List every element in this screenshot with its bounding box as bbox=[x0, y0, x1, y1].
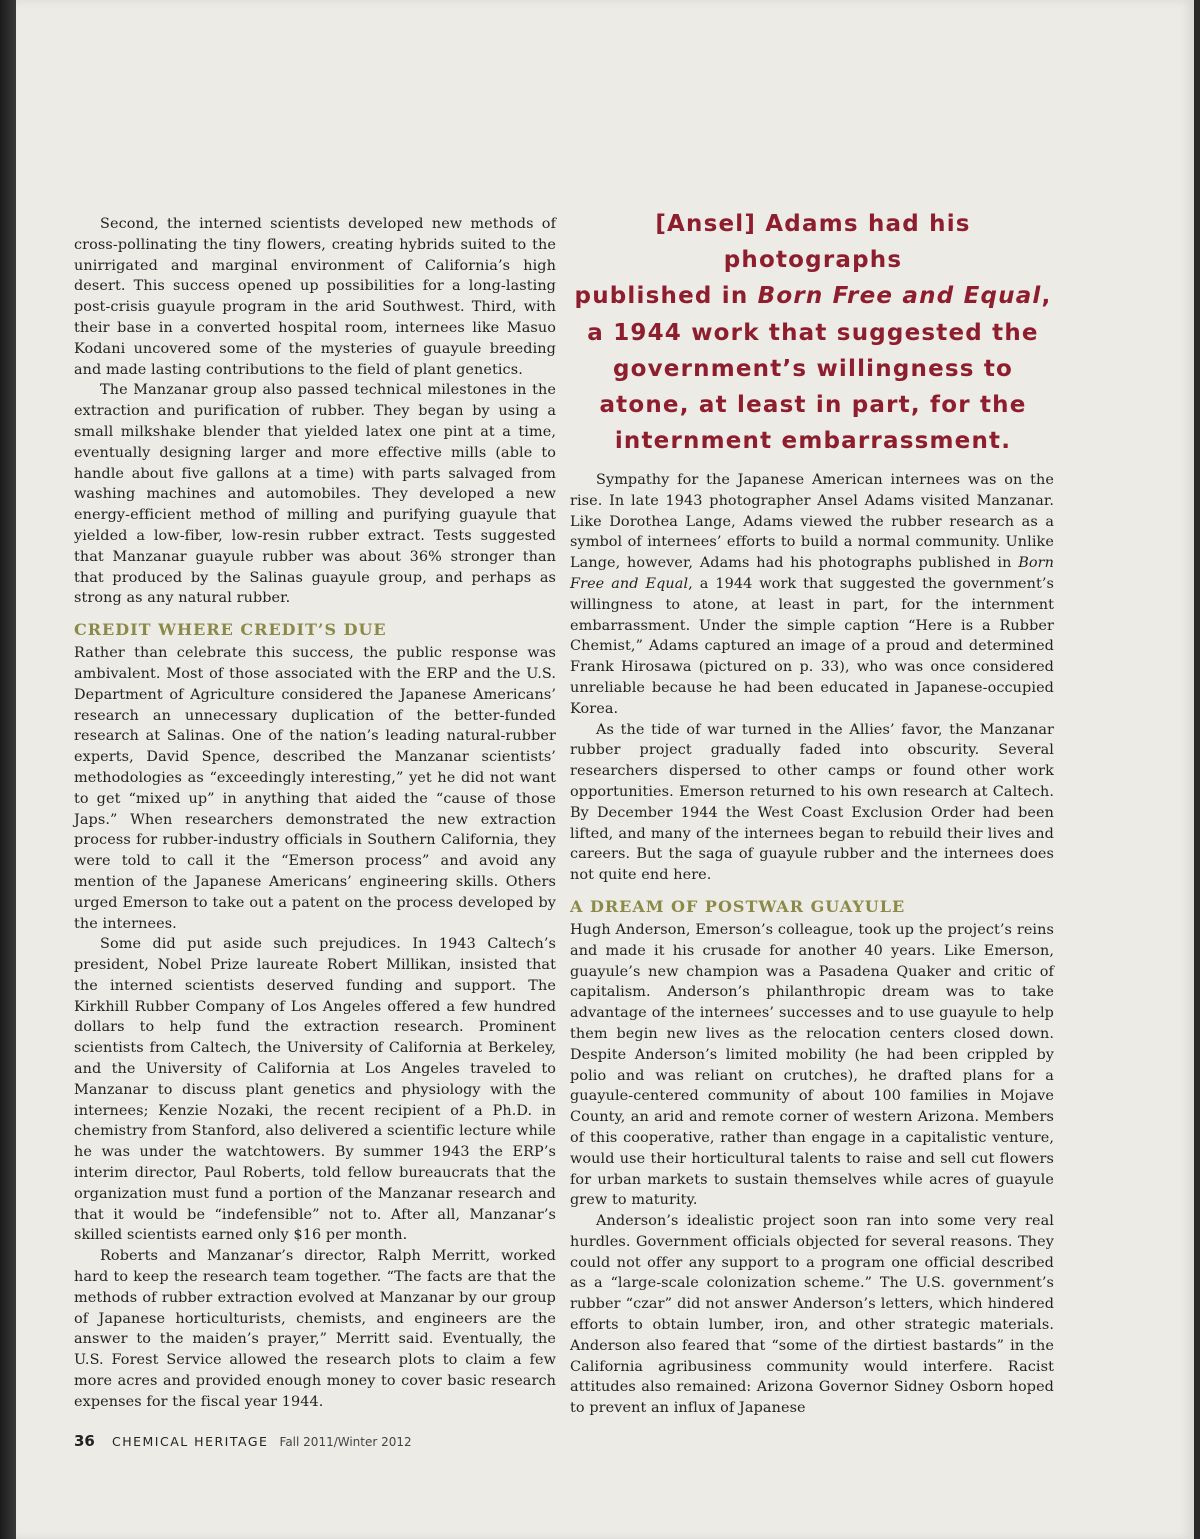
right-paragraph-2: As the tide of war turned in the Allies’ favor, the Manzanar rubber project gradually faded into obscurity. Several researchers dispersed to other camps or found other work opportunities. Emerson returned to his own research at Caltech. By December 1944 the West Coast Exclusion Order had been lifted, and many of the internees began to rebuild their lives and careers. But the saga of guayule rubber and the internees does not quite end here. bbox=[570, 721, 1054, 884]
pull-quote bbox=[566, 206, 1060, 459]
page-footer bbox=[74, 1431, 412, 1450]
issue-label: Fall 2011/Winter 2012 bbox=[279, 1435, 412, 1449]
left-paragraph-4: Some did put aside such prejudices. In 1943 Caltech’s president, Nobel Prize laureate Robert Millikan, insisted that the interned scientists deserved funding and support. The Kirkhill Rubber Company of Los Angeles offered a few hundred dollars to help fund the extraction research. Prominent scientists from Caltech, the University of California at Berkeley, and the University of California at Los Angeles traveled to Manzanar to discuss plant genetics and physiology with the internees; Kenzie Nozaki, the recent recipient of a Ph.D. in chemistry from Stanford, also delivered a scientific lecture while he was under the watchtowers. By summer 1943 the ERP’s interim director, Paul Roberts, told fellow bureaucrats that the organization must fund a portion of the Manzanar research and that it would be “indefensible” not to. After all, Manzanar’s skilled scientists earned only $16 per month. bbox=[74, 936, 556, 1244]
pull-quote-line-6: internment embarrassment. bbox=[614, 428, 1012, 455]
pull-quote-line-2: published in Born Free and Equal, bbox=[574, 283, 1052, 310]
left-paragraph-3: Rather than celebrate this success, the public response was ambivalent. Most of those associated with the ERP and the U.S. Department of Agriculture considered the Japanese Americans’ research an unnecessary duplication of the better-funded research at Salinas. One of the nation’s leading natural-rubber experts, David Spence, described the Manzanar scientists’ methodologies as “exceedingly interesting,” yet he did not want to get “mixed up” in anything that aided the “cause of those Japs.” When researchers demonstrated the new extraction process for rubber-industry officials in Southern California, they were told to call it the “Emerson process” and avoid any mention of the Japanese Americans’ engineering skills. Others urged Emerson to take out a patent on the process developed by the internees. bbox=[74, 645, 556, 932]
pull-quote-line-1: [Ansel] Adams had his photographs bbox=[655, 211, 971, 274]
section-heading-credit: CREDIT WHERE CREDIT’S DUE bbox=[74, 620, 387, 640]
pull-quote-line-4: government’s willingness to bbox=[612, 355, 1014, 382]
book-title: Born Free and Equal bbox=[570, 555, 1054, 592]
page-number: 36 bbox=[74, 1432, 95, 1450]
left-paragraph-5: Roberts and Manzanar’s director, Ralph Merritt, worked hard to keep the research team together. “The facts are that the methods of rubber extraction evolved at Manzanar by our group of Japanese horticulturists, chemists, and engineers are the answer to the maiden’s prayer,” Merritt said. Eventually, the U.S. Forest Service allowed the research plots to claim a few more acres and provided enough money to cover basic research expenses for the fiscal year 1944. bbox=[74, 1248, 556, 1410]
page-binding-edge bbox=[0, 0, 16, 1539]
left-column bbox=[74, 214, 556, 1413]
section-heading-dream: A DREAM OF POSTWAR GUAYULE bbox=[570, 896, 906, 916]
magazine-title: CHEMICAL HERITAGE bbox=[111, 1434, 269, 1449]
left-paragraph-2: The Manzanar group also passed technical milestones in the extraction and purification of rubber. They began by using a small milkshake blender that yielded latex one pint at a time, eventually designing larger and more effective mills (able to handle about five gallons at a time) with parts salvaged from washing machines and automobiles. They developed a new energy-efficient method of milling and purifying guayule that yielded a low-fiber, low-resin rubber extract. Tests suggested that Manzanar guayule rubber was about 36% stronger than that produced by the Salinas guayule group, and perhaps as strong as any natural rubber. bbox=[74, 382, 556, 607]
right-paragraph-3: Hugh Anderson, Emerson’s colleague, took up the project’s reins and made it his crusade for another 40 years. Like Emerson, guayule’s new champion was a Pasadena Quaker and critic of capitalism. Anderson’s philanthropic dream was to take advantage of the internees’ successes and to use guayule to help them begin new lives as the relocation centers closed down. Despite Anderson’s limited mobility (he had been crippled by polio and was reliant on crutches), he drafted plans for a guayule-centered community of about 100 families in Mojave County, an arid and remote corner of western Arizona. Members of this cooperative, rather than engage in a capitalistic venture, would use their horticultural talents to raise and sell cut flowers for urban markets to sustain themselves while acres of guayule grew to maturity. bbox=[570, 921, 1054, 1209]
right-paragraph-4: Anderson’s idealistic project soon ran into some very real hurdles. Government officials objected for several reasons. They could not offer any support to a program one official described as a “large-scale colonization scheme.” The U.S. government’s rubber “czar” did not answer Anderson’s letters, which hindered efforts to obtain lumber, iron, and other strategic materials. Anderson also feared that “some of the dirtiest bastards” in the California agribusiness community would interfere. Racist attitudes also remained: Arizona Governor Sidney Osborn hoped to prevent an influx of Japanese bbox=[570, 1213, 1054, 1417]
right-column bbox=[570, 470, 1054, 1419]
right-paragraph-1: Sympathy for the Japanese American internees was on the rise. In late 1943 photographer Ansel Adams visited Manzanar. Like Dorothea Lange, Adams viewed the rubber research as a symbol of internees’ efforts to build a normal community. Unlike Lange, however, Adams had his photographs published in Born Free and Equal, a 1944 work that suggested the government’s willingness to atone, at least in part, for the internment embarrassment. Under the simple caption “Here is a Rubber Chemist,” Adams captured an image of a proud and determined Frank Hirosawa (pictured on p. 33), who was once considered unreliable because he had been educated in Japanese-occupied Korea. bbox=[570, 472, 1054, 717]
left-paragraph-1: Second, the interned scientists developed new methods of cross-pollinating the tiny flowers, creating hybrids suited to the unirrigated and marginal environment of California’s high desert. This success opened up possibilities for a long-lasting post-crisis guayule program in the arid Southwest. Third, with their base in a converted hospital room, internees like Masuo Kodani uncovered some of the mysteries of guayule breeding and made lasting contributions to the field of plant genetics. bbox=[74, 216, 556, 378]
pull-quote-line-3: a 1944 work that suggested the bbox=[587, 319, 1039, 346]
pull-quote-book-title: Born Free and Equal bbox=[757, 283, 1042, 310]
pull-quote-line-5: atone, at least in part, for the bbox=[599, 392, 1027, 419]
